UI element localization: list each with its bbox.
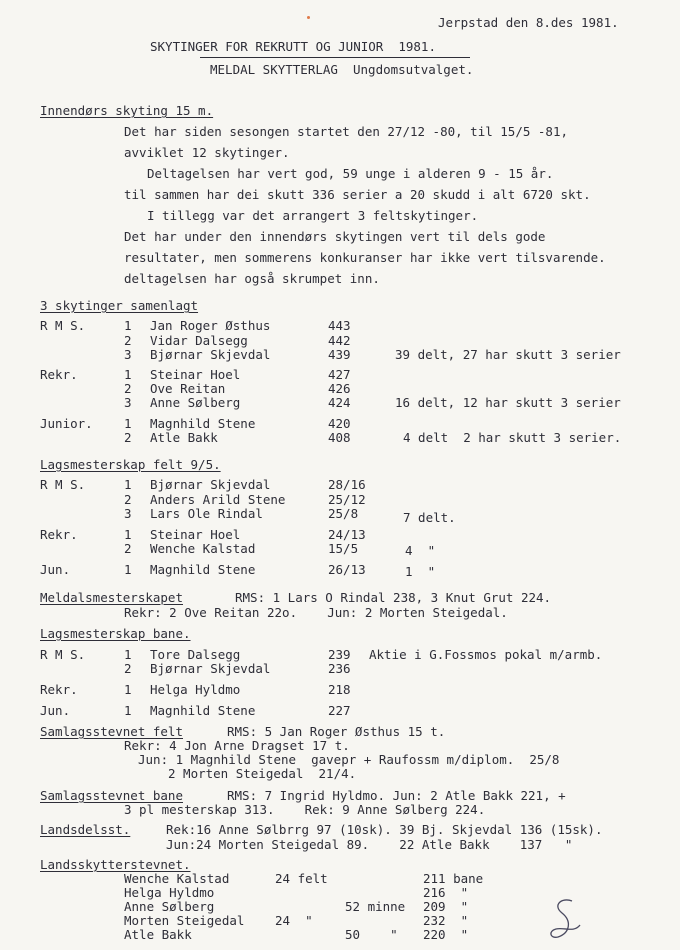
meldal-heading: Meldalsmesterskapet bbox=[40, 590, 183, 605]
result-score: 218 bbox=[328, 682, 351, 697]
indoor-line: avviklet 12 skytinger. bbox=[124, 145, 290, 160]
class-label: R M S. bbox=[40, 477, 86, 492]
class-label: R M S. bbox=[40, 647, 86, 662]
landsskytter-bane: 216 " bbox=[423, 885, 469, 900]
samlag-felt-heading: Samlagsstevnet felt bbox=[40, 724, 183, 739]
meldal-line-2: Rekr: 2 Ove Reitan 22o. Jun: 2 Morten Steigedal. bbox=[124, 605, 508, 620]
result-name: Magnhild Stene bbox=[150, 416, 256, 431]
result-score: 420 bbox=[328, 416, 351, 431]
class-label: R M S. bbox=[40, 318, 86, 333]
landsskytter-name: Helga Hyldmo bbox=[124, 885, 215, 900]
result-name: Wenche Kalstad bbox=[150, 541, 256, 556]
landsskytter-name: Wenche Kalstad bbox=[124, 871, 230, 886]
meldal-line-1: RMS: 1 Lars O Rindal 238, 3 Knut Grut 224. bbox=[235, 590, 552, 605]
place-date: Jerpstad den 8.des 1981. bbox=[438, 15, 619, 30]
landsskytter-bane: 209 " bbox=[423, 899, 469, 914]
class-label: Jun. bbox=[40, 562, 71, 577]
samlag-felt-line: Jun: 1 Magnhild Stene gavepr + Raufossm m/diplom. 25/8 bbox=[138, 752, 560, 767]
result-place: 2 bbox=[124, 333, 132, 348]
result-place: 2 bbox=[124, 430, 132, 445]
landsskytter-name: Atle Bakk bbox=[124, 927, 192, 942]
landsskytter-felt: 24 felt bbox=[275, 871, 328, 886]
landsdel-heading: Landsdelsst. bbox=[40, 822, 131, 837]
result-name: Anne Sølberg bbox=[150, 395, 241, 410]
result-score: 439 bbox=[328, 347, 351, 362]
class-label: Junior. bbox=[40, 416, 93, 431]
samlag-felt-line: RMS: 5 Jan Roger Østhus 15 t. bbox=[227, 724, 446, 739]
landsskytter-minne: 50 " bbox=[345, 927, 398, 942]
landsskytter-heading: Landsskytterstevnet. bbox=[40, 857, 191, 872]
result-place: 2 bbox=[124, 661, 132, 676]
indoor-line: Det har under den innendørs skytingen vert til dels gode bbox=[124, 229, 546, 244]
landsskytter-felt: 24 " bbox=[275, 913, 313, 928]
result-score: 25/8 bbox=[328, 506, 359, 521]
result-score: 15/5 bbox=[328, 541, 359, 556]
result-place: 1 bbox=[124, 527, 132, 542]
signature-mark bbox=[540, 895, 590, 945]
indoor-line: deltagelsen har også skrumpet inn. bbox=[124, 271, 380, 286]
result-score: 442 bbox=[328, 333, 351, 348]
result-place: 3 bbox=[124, 395, 132, 410]
indoor-heading: Innendørs skyting 15 m. bbox=[40, 103, 214, 118]
landsskytter-minne: 52 minne bbox=[345, 899, 406, 914]
result-score: 239 bbox=[328, 647, 351, 662]
indoor-line: Det har siden sesongen startet den 27/12 -80, til 15/5 -81, bbox=[124, 124, 569, 139]
title-rule bbox=[200, 57, 470, 58]
result-name: Helga Hyldmo bbox=[150, 682, 241, 697]
result-note: 4 delt 2 har skutt 3 serier. bbox=[403, 430, 622, 445]
result-place: 1 bbox=[124, 367, 132, 382]
result-name: Steinar Hoel bbox=[150, 367, 241, 382]
result-note: 16 delt, 12 har skutt 3 serier bbox=[395, 395, 621, 410]
result-name: Lars Ole Rindal bbox=[150, 506, 263, 521]
samlag-felt-line: Rekr: 4 Jon Arne Dragset 17 t. bbox=[124, 738, 350, 753]
result-name: Tore Dalsegg bbox=[150, 647, 241, 662]
class-label: Rekr. bbox=[40, 367, 78, 382]
result-name: Magnhild Stene bbox=[150, 562, 256, 577]
result-place: 1 bbox=[124, 647, 132, 662]
result-place: 2 bbox=[124, 381, 132, 396]
landsskytter-bane: 211 bane bbox=[423, 871, 484, 886]
landsdel-line: Jun:24 Morten Steigedal 89. 22 Atle Bakk 137 " bbox=[166, 837, 573, 852]
result-note: 39 delt, 27 har skutt 3 serier bbox=[395, 347, 621, 362]
indoor-line: Deltagelsen har vert god, 59 unge i alderen 9 - 15 år. bbox=[147, 166, 554, 181]
result-place: 1 bbox=[124, 416, 132, 431]
result-note: 7 delt. bbox=[403, 510, 456, 525]
class-label: Rekr. bbox=[40, 527, 78, 542]
result-place: 1 bbox=[124, 562, 132, 577]
result-name: Steinar Hoel bbox=[150, 527, 241, 542]
samlag-bane-heading: Samlagsstevnet bane bbox=[40, 788, 183, 803]
result-note: 4 " bbox=[405, 543, 436, 558]
ink-dot bbox=[307, 16, 310, 19]
result-name: Atle Bakk bbox=[150, 430, 218, 445]
landsskytter-name: Anne Sølberg bbox=[124, 899, 215, 914]
result-score: 427 bbox=[328, 367, 351, 382]
samlag-bane-line: RMS: 7 Ingrid Hyldmo. Jun: 2 Atle Bakk 221, + bbox=[227, 788, 566, 803]
result-place: 3 bbox=[124, 506, 132, 521]
result-score: 24/13 bbox=[328, 527, 366, 542]
title-line-2: MELDAL SKYTTERLAG Ungdomsutvalget. bbox=[210, 62, 474, 77]
field-heading: Lagsmesterskap felt 9/5. bbox=[40, 457, 221, 472]
landsskytter-bane: 232 " bbox=[423, 913, 469, 928]
result-name: Magnhild Stene bbox=[150, 703, 256, 718]
result-score: 26/13 bbox=[328, 562, 366, 577]
result-place: 1 bbox=[124, 703, 132, 718]
result-score: 227 bbox=[328, 703, 351, 718]
landsdel-line: Rek:16 Anne Sølbrrg 97 (10sk). 39 Bj. Skjevdal 136 (15sk). bbox=[166, 822, 603, 837]
combined-heading: 3 skytinger samenlagt bbox=[40, 298, 199, 313]
indoor-line: til sammen har dei skutt 336 serier a 20 skudd i alt 6720 skt. bbox=[124, 187, 591, 202]
result-name: Bjørnar Skjevdal bbox=[150, 477, 271, 492]
class-label: Rekr. bbox=[40, 682, 78, 697]
result-name: Ove Reitan bbox=[150, 381, 226, 396]
result-score: 443 bbox=[328, 318, 351, 333]
result-place: 3 bbox=[124, 347, 132, 362]
samlag-bane-line: 3 pl mesterskap 313. Rek: 9 Anne Sølberg 224. bbox=[124, 802, 486, 817]
result-name: Bjørnar Skjevdal bbox=[150, 347, 271, 362]
result-note: Aktie i G.Fossmos pokal m/armb. bbox=[369, 647, 603, 662]
result-place: 2 bbox=[124, 541, 132, 556]
indoor-line: resultater, men sommerens konkuranser har ikke vert tilsvarende. bbox=[124, 250, 606, 265]
landsskytter-name: Morten Steigedal bbox=[124, 913, 245, 928]
result-name: Vidar Dalsegg bbox=[150, 333, 248, 348]
result-name: Bjørnar Skjevdal bbox=[150, 661, 271, 676]
samlag-felt-line: 2 Morten Steigedal 21/4. bbox=[168, 766, 357, 781]
class-label: Jun. bbox=[40, 703, 71, 718]
result-score: 28/16 bbox=[328, 477, 366, 492]
result-name: Anders Arild Stene bbox=[150, 492, 286, 507]
indoor-line: I tillegg var det arrangert 3 feltskytinger. bbox=[147, 208, 479, 223]
result-score: 408 bbox=[328, 430, 351, 445]
result-place: 1 bbox=[124, 318, 132, 333]
landsskytter-bane: 220 " bbox=[423, 927, 469, 942]
result-score: 236 bbox=[328, 661, 351, 676]
bane-heading: Lagsmesterskap bane. bbox=[40, 626, 191, 641]
result-note: 1 " bbox=[405, 564, 436, 579]
result-score: 424 bbox=[328, 395, 351, 410]
result-place: 1 bbox=[124, 682, 132, 697]
result-place: 2 bbox=[124, 492, 132, 507]
result-place: 1 bbox=[124, 477, 132, 492]
result-score: 426 bbox=[328, 381, 351, 396]
result-score: 25/12 bbox=[328, 492, 366, 507]
title-line-1: SKYTINGER FOR REKRUTT OG JUNIOR 1981. bbox=[150, 39, 436, 54]
result-name: Jan Roger Østhus bbox=[150, 318, 271, 333]
